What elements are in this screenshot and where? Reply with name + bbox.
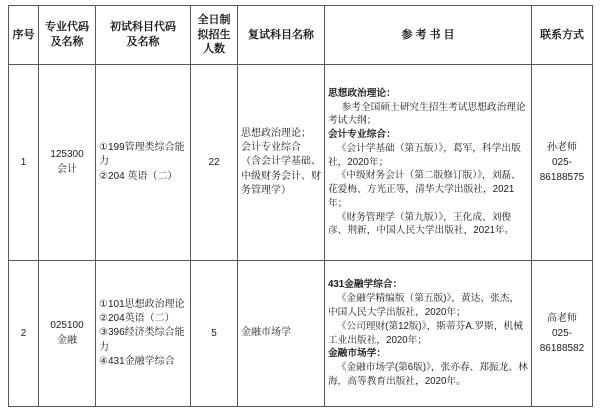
column-header-major-line2: 及名称 xyxy=(50,36,84,48)
header-row xyxy=(9,6,593,65)
row-quota: 22 xyxy=(191,65,238,261)
row-exam-subjects xyxy=(96,65,191,261)
row-retest-subjects xyxy=(238,261,325,407)
book-entry: 《金融市场学(第6版)》，张亦春、郑振龙、林海，高等教育出版社，2020年。 xyxy=(328,362,528,387)
exam-subject-item: ②204英语（二） xyxy=(99,313,175,325)
book-entry: 《财务管理学（第九版）》，王化成、刘俊彦、荆新，中国人民大学出版社，2021年。 xyxy=(328,211,515,237)
book-entry: 《金融学精编版（第五版)》，黄达、张杰，中国人民大学出版社，2020年； xyxy=(328,293,520,318)
table-header xyxy=(9,6,593,65)
column-header-quota-line1: 全日制 xyxy=(197,13,231,26)
book-entry: 《公司理财(第12版)》，斯蒂芬A.罗斯，机械工业出版社，2020年； xyxy=(328,320,523,346)
table-body xyxy=(9,65,593,407)
admissions-table xyxy=(8,5,593,407)
row-major xyxy=(39,65,96,261)
book-entry: 《会计学基础（第五版）》，葛军，科学出版社，2020年； xyxy=(328,142,521,168)
major-name: 会计 xyxy=(57,163,77,175)
exam-subject-item: ②204 英语（二） xyxy=(99,170,178,182)
contact-phone-number: 86188582 xyxy=(539,343,585,354)
row-retest-subjects xyxy=(238,65,325,261)
book-entry: 《中级财务会计（第二版修订版）》，刘磊、花爱梅、方光正等，清华大学出版社，2021年； xyxy=(328,170,521,209)
column-header-exam xyxy=(96,6,191,65)
column-header-quota xyxy=(191,6,238,65)
column-header-books: 参考书目 xyxy=(325,6,532,65)
column-header-exam-line2: 及名称 xyxy=(126,36,160,48)
book-group-heading: 金融市场学： xyxy=(328,348,387,360)
book-group-heading: 会计专业综合： xyxy=(328,129,396,141)
column-header-retest: 复试科目名称 xyxy=(238,6,325,65)
row-major xyxy=(39,261,96,407)
column-header-contact: 联系方式 xyxy=(532,6,593,65)
column-header-quota-line2: 拟招生 xyxy=(197,28,231,41)
exam-subject-item: ①199管理类综合能力 xyxy=(99,142,185,168)
major-code: 125300 xyxy=(50,149,84,160)
column-header-major-line1: 专业代码 xyxy=(45,21,89,34)
row-reference-books xyxy=(325,261,532,407)
exam-subject-item: ①101思想政治理论 xyxy=(99,299,185,311)
column-header-quota-line3: 人数 xyxy=(203,43,225,56)
retest-subject-item: 会计专业综合 xyxy=(241,142,301,154)
exam-subject-item: ④431金融学综合 xyxy=(99,355,175,367)
column-header-exam-line1: 初试科目代码 xyxy=(110,21,176,34)
major-name: 金融 xyxy=(57,334,77,346)
row-quota: 5 xyxy=(191,261,238,407)
exam-subject-item: ③396经济类综合能力 xyxy=(99,327,185,353)
contact-area-code: 025- xyxy=(551,157,572,168)
column-header-major xyxy=(39,6,96,65)
retest-subject-item: 金融市场学 xyxy=(241,327,291,339)
retest-subject-item: 思想政治理论； xyxy=(241,128,311,140)
contact-area-code: 025- xyxy=(551,328,572,339)
retest-subject-item: （含会计学基础、中级财务会计、财务管理学） xyxy=(241,156,321,196)
row-index: 2 xyxy=(9,261,39,407)
column-header-index: 序号 xyxy=(9,6,39,65)
row-contact xyxy=(532,261,593,407)
row-contact xyxy=(532,65,593,261)
contact-phone-number: 86188575 xyxy=(539,172,585,183)
row-exam-subjects xyxy=(96,261,191,407)
major-code: 025100 xyxy=(50,320,84,331)
row-index: 1 xyxy=(9,65,39,261)
table-row xyxy=(9,65,593,261)
book-group-heading: 431金融学综合： xyxy=(328,279,403,291)
row-reference-books xyxy=(325,65,532,261)
contact-name: 高老师 xyxy=(547,313,577,324)
contact-name: 孙老师 xyxy=(547,142,577,153)
book-group-heading: 思想政治理论： xyxy=(328,87,396,99)
table-row xyxy=(9,261,593,407)
book-entry: 参考全国硕士研究生招生考试思想政治理论考试大纲； xyxy=(328,101,526,127)
